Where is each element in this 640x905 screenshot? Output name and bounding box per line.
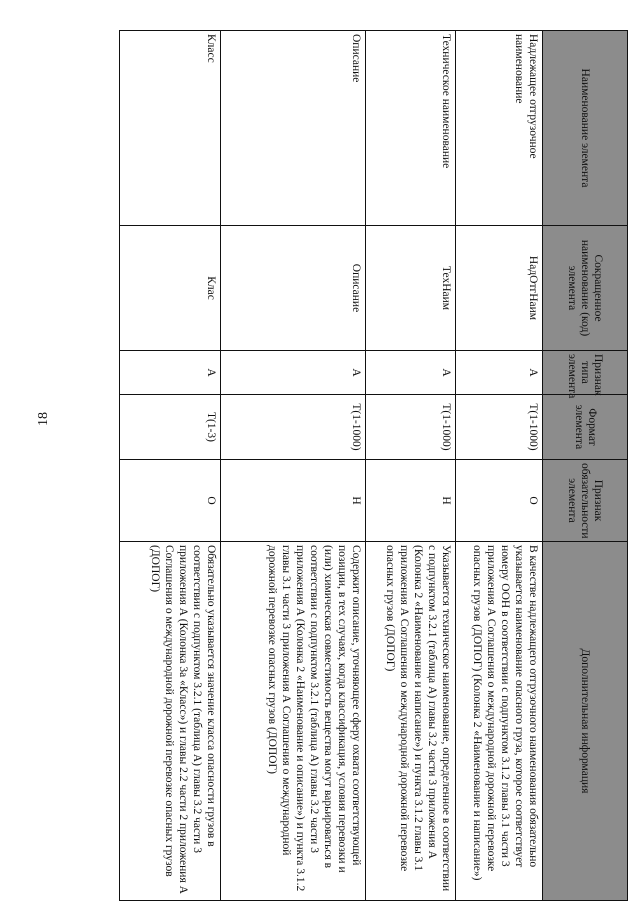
cell-type: А [120, 351, 221, 395]
cell-required: Н [366, 460, 456, 542]
header-element-required: Признак обязательности элемента [543, 460, 628, 542]
cell-name: Техническое наименование [366, 31, 456, 226]
header-additional-info: Дополнительная информация [543, 542, 628, 901]
cell-name: Надлежащее отгрузочное наименование [456, 31, 543, 226]
cell-required: О [456, 460, 543, 542]
cell-code: НадОтгНаим [456, 226, 543, 351]
cell-name: Описание [221, 31, 366, 226]
cell-info: Обязательно указывается значение класса опасности грузов в соответствии с подпунктом 3.2.1 (таблица А) главы 3.2 части 3 приложения А (Колонка 3а «Класс») и главы 2.2 части 2 приложения А Соглашения о международной дорожной перевозке опасных грузов (ДОПОГ) [120, 542, 221, 901]
cell-type: А [221, 351, 366, 395]
cell-code: Описание [221, 226, 366, 351]
table-row [221, 31, 366, 901]
cell-info: В качестве надлежащего отгрузочного наименования обязательно указывается наименование опасного груза, которое соответствует номеру ООН в соответствии с подпунктом 3.1.2 главы 3.1 части 3 приложения А Соглашения о международной дорожной перевозке опасных грузов (ДОПОГ) (Колонка 2 «Наименование и написание») [456, 542, 543, 901]
cell-code: ТехНаим [366, 226, 456, 351]
table-header-row [543, 31, 628, 901]
elements-table [119, 30, 628, 901]
cell-format: T(1-1000) [221, 395, 366, 460]
rotated-table-sheet [68, 30, 628, 900]
page-number: 18 [36, 412, 51, 426]
table-row [120, 31, 221, 901]
cell-name: Класс [120, 31, 221, 226]
header-element-type: Признак типа элемента [543, 351, 628, 395]
cell-required: О [120, 460, 221, 542]
cell-code: Клас [120, 226, 221, 351]
cell-info: Указывается техническое наименование, определенное в соответствии с подпунктом 3.2.1 (таблица А) главы 3.2 части 3 приложения А (Колонка 2 «Наименование и написание») и пункта 3.1.2 главы 3.1 приложения А Соглашения о международной дорожной перевозке опасных грузов (ДОПОГ) [366, 542, 456, 901]
table-row [456, 31, 543, 901]
cell-format: T(1-3) [120, 395, 221, 460]
cell-type: А [366, 351, 456, 395]
cell-info: Содержит описание, уточняющее сферу охвата соответствующей позиции, в тех случаях, когда классификация, условия перевозки и (или) химическая совместимость вещества могут варьироваться в соответствии с подпунктом 3.2.1 (таблица А) главы 3.2 части 3 приложения А (Колонка 2 «Наименование и описание») и пункта 3.1.2 главы 3.1 части 3 приложения А Соглашения о международной дорожной перевозке опасных грузов (ДОПОГ) [221, 542, 366, 901]
cell-format: T(1-1000) [366, 395, 456, 460]
table-row [366, 31, 456, 901]
header-element-format: Формат элемента [543, 395, 628, 460]
cell-type: А [456, 351, 543, 395]
header-element-name: Наименование элемента [543, 31, 628, 226]
cell-format: T(1-1000) [456, 395, 543, 460]
cell-required: Н [221, 460, 366, 542]
header-element-code: Сокращенное наименование (код) элемента [543, 226, 628, 351]
